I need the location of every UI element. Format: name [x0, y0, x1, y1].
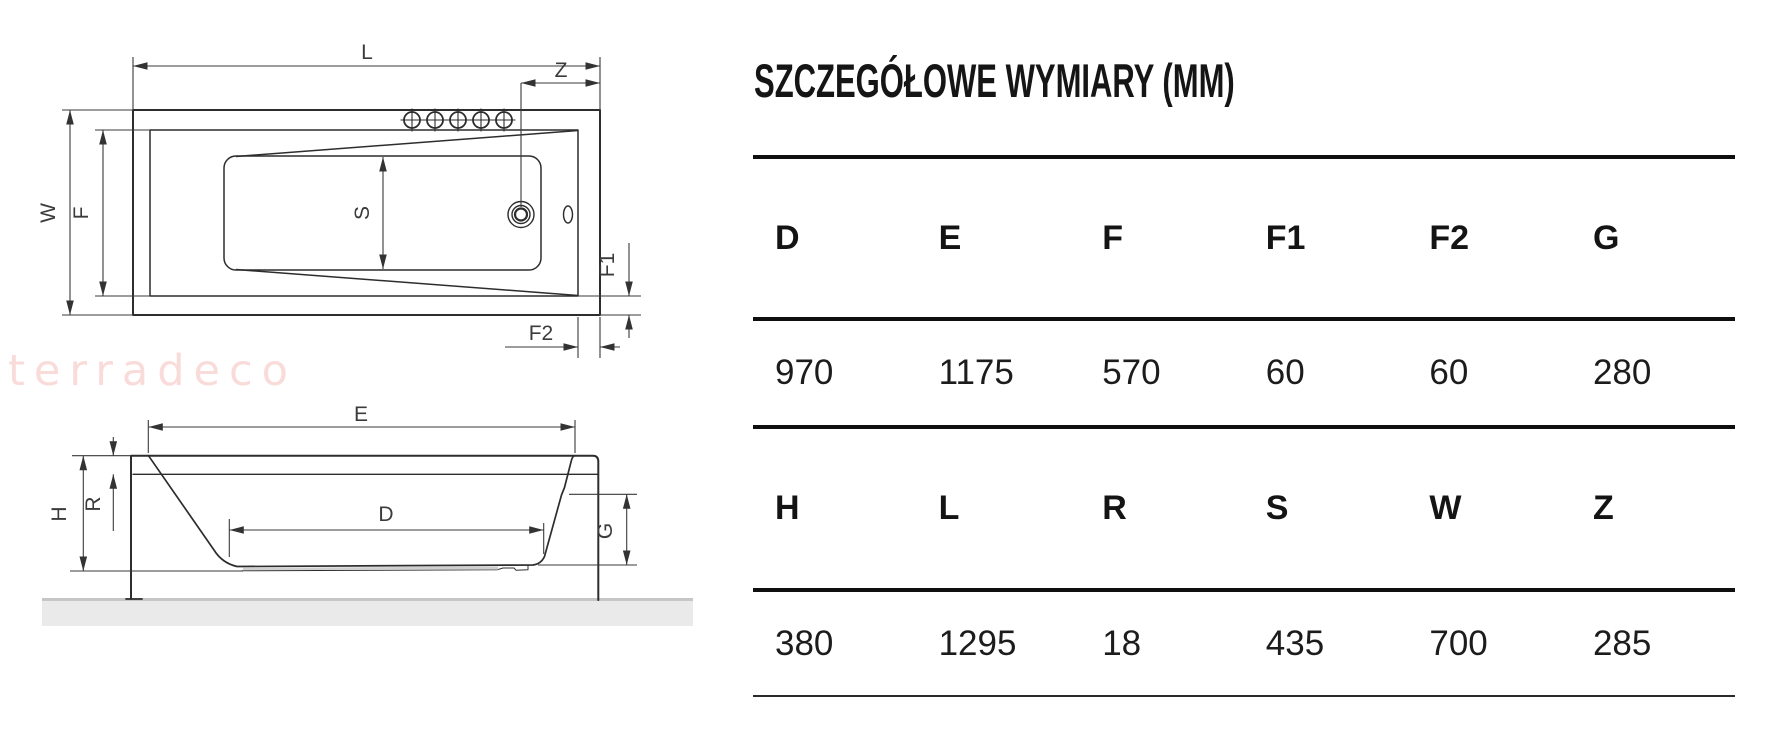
column-header: Z	[1592, 489, 1614, 527]
dimension-value: 380	[775, 623, 834, 663]
dim-label-r: R	[82, 496, 105, 512]
dimension-value: 700	[1429, 623, 1488, 663]
dim-label-g: G	[594, 522, 617, 540]
jet-holes	[401, 109, 516, 132]
column-header: F1	[1265, 218, 1306, 257]
column-header: G	[1592, 218, 1620, 257]
jet-hole-icon	[447, 109, 470, 132]
jet-hole-icon	[493, 109, 516, 132]
column-header: F2	[1429, 218, 1470, 257]
dim-label-d: D	[378, 503, 394, 526]
side-view-dimension-labels	[48, 403, 617, 539]
dim-label-l: L	[361, 41, 373, 64]
column-header: F	[1102, 218, 1123, 257]
dim-label-h: H	[48, 506, 71, 522]
dim-label-f2: F2	[528, 322, 554, 345]
dimension-value: 285	[1592, 623, 1652, 663]
dimensions-table	[753, 155, 1735, 697]
jet-hole-icon	[401, 109, 424, 132]
bathtub-technical-drawing	[0, 0, 760, 741]
dimension-value: 60	[1265, 353, 1305, 392]
jet-hole-icon	[424, 109, 447, 132]
top-view-dimension-labels	[37, 41, 619, 345]
column-header: S	[1265, 489, 1289, 527]
column-header: L	[938, 489, 960, 527]
page-title: SZCZEGÓŁOWE WYMIARY (MM)	[754, 54, 1235, 107]
side-view-dimensions	[70, 420, 637, 571]
dim-label-s: S	[351, 205, 374, 221]
column-header: W	[1429, 489, 1462, 527]
dimension-value: 60	[1429, 353, 1469, 392]
watermark-terradeco: terradeco	[8, 346, 297, 396]
dim-label-e: E	[353, 403, 369, 426]
dim-label-w: W	[37, 203, 60, 223]
side-view-floor	[42, 598, 693, 626]
table-header-row-1	[753, 159, 1735, 317]
table-value-row-1	[753, 321, 1735, 425]
dim-label-f1: F1	[596, 252, 619, 278]
overflow-icon	[564, 206, 573, 223]
column-header: R	[1102, 489, 1127, 527]
dimension-value: 1295	[938, 623, 1017, 663]
dim-label-f: F	[70, 206, 93, 220]
column-header: D	[775, 218, 800, 257]
dimension-value: 970	[775, 353, 834, 392]
jet-hole-icon	[470, 109, 493, 132]
column-header: H	[775, 489, 800, 527]
dimension-value: 280	[1592, 353, 1652, 392]
table-value-row-2	[753, 592, 1735, 695]
dimension-value: 1175	[938, 353, 1014, 392]
side-view-tub-profile	[126, 456, 598, 600]
table-rule	[753, 695, 1735, 697]
dimension-value: 570	[1102, 353, 1161, 392]
dimension-value: 435	[1265, 623, 1325, 663]
dimension-value: 18	[1102, 623, 1142, 663]
table-header-row-2	[753, 429, 1735, 588]
dim-label-z: Z	[554, 59, 568, 82]
column-header: E	[938, 218, 962, 257]
